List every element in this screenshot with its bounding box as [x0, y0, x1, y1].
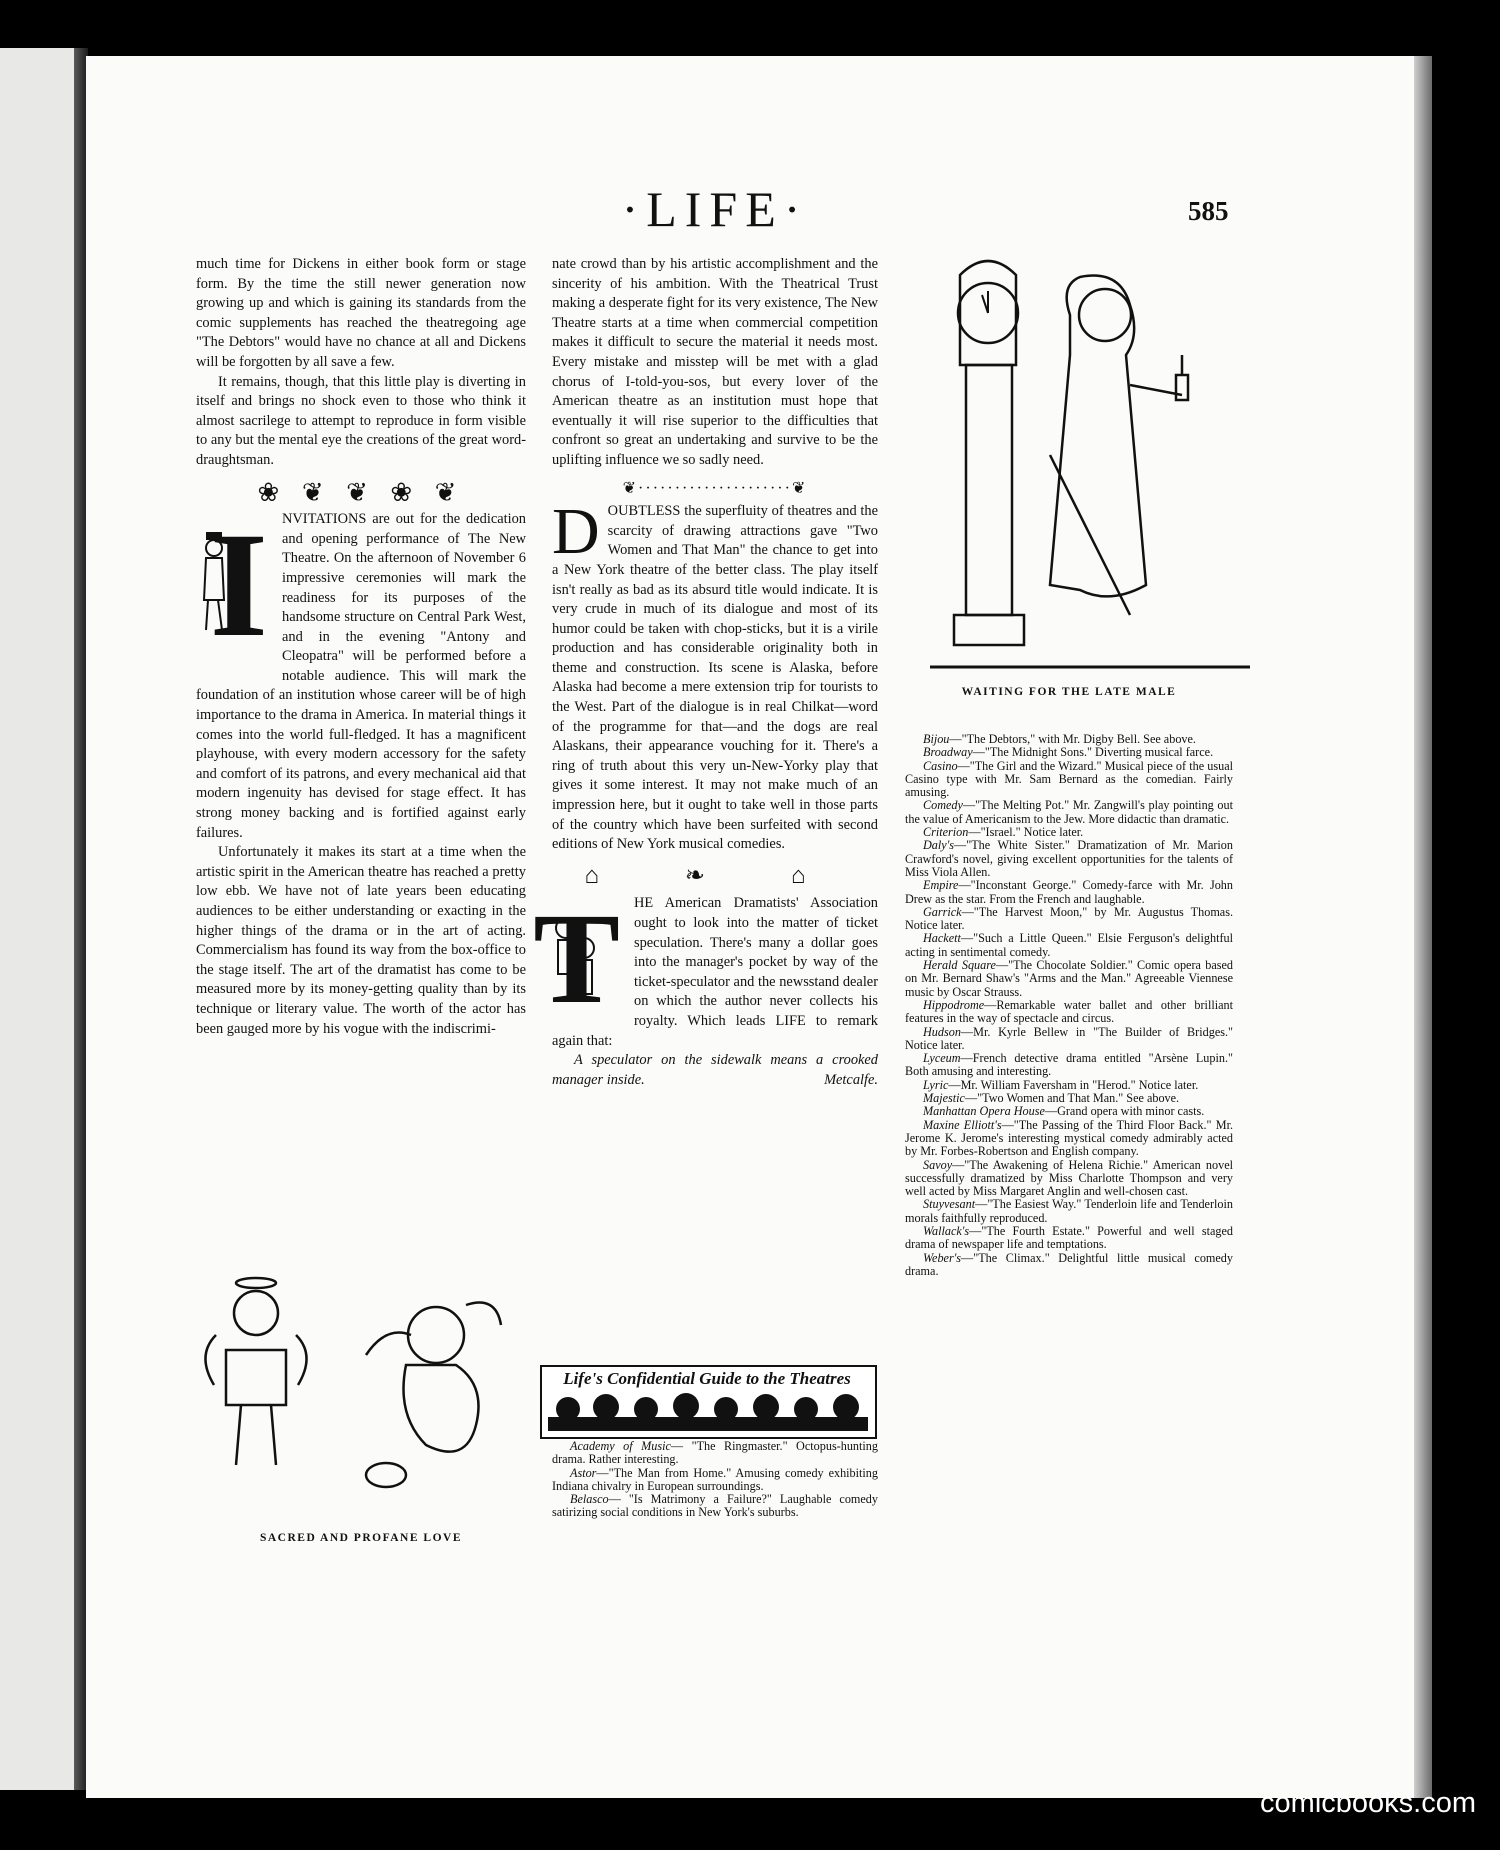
theatre-description: —"The White Sister." Dramatization of Mr. Marion Crawford's novel, giving excellent opportunities for the talents of Miss Viola Allen. — [905, 838, 1233, 879]
quote-text: A speculator on the sidewalk means a crooked manager inside. — [552, 1052, 878, 1088]
angels-caption: SACRED AND PROFANE LOVE — [259, 1532, 462, 1544]
theatre-name: Wallack's — [923, 1223, 970, 1238]
theatre-description: —"The Midnight Sons." Diverting musical farce. — [972, 745, 1214, 760]
quote — [552, 1051, 878, 1090]
guide-entry — [552, 1440, 878, 1467]
guide-entry — [905, 1225, 1233, 1252]
theatre-description: —"The Melting Pot." Mr. Zangwill's play pointing out the value of Americanism to the Jew. More didactic than dramatic. — [905, 798, 1233, 826]
guide-entry — [905, 839, 1233, 879]
theatre-description: —"Israel." Notice later. — [968, 825, 1084, 840]
dropcap-letter: I — [209, 502, 268, 669]
guide-list-col3 — [905, 733, 1233, 1278]
guide-entry — [905, 1026, 1233, 1053]
guide-entry — [905, 879, 1233, 906]
theatre-name: Lyric — [923, 1077, 949, 1092]
column-2 — [533, 255, 878, 1090]
ornament-divider: ⌂ ❧ ⌂ — [584, 862, 846, 889]
theatre-description: —"The Easiest Way." Tenderloin life and Tenderloin morals faithfully reproduced. — [905, 1197, 1233, 1225]
theatre-name: Broadway — [923, 745, 973, 760]
page-edge — [1414, 56, 1432, 1798]
theatre-name: Hippodrome — [923, 997, 985, 1012]
left-page-strip — [0, 48, 74, 1790]
theatre-name: Belasco — [570, 1492, 609, 1507]
guide-entry — [905, 1159, 1233, 1199]
guide-entry — [552, 1493, 878, 1520]
guide-list-col2 — [552, 1440, 878, 1520]
guide-banner — [540, 1365, 877, 1439]
guide-entry — [552, 1467, 878, 1494]
dropcap-letter: D — [552, 495, 600, 569]
guide-entry — [905, 1119, 1233, 1159]
guide-entry — [905, 1092, 1233, 1105]
paragraph: nate crowd than by his artistic accomplishment and the sincerity of his ambition. With the Theatrical Trust making a desperate fight for its very existence, The New Theatre starts at a time when commercial competition makes it difficult to secure the material it needs most. Every mistake and misstep will be met with a glad chorus of I-told-you-sos, but every lover of the American theatre as an institution must hope that eventually it will rise superior to the difficulties that confront so great an undertaking and survive to be the uplifting influence we so sadly need. — [552, 256, 878, 468]
theatre-description: — "The Ringmaster." Octopus-hunting drama. Rather interesting. — [552, 1439, 878, 1467]
guide-entry — [905, 733, 1233, 746]
theatre-description: —Mr. William Faversham in "Herod." Notice later. — [948, 1077, 1199, 1092]
theatre-description: —"The Girl and the Wizard." Musical piece of the usual Casino type with Mr. Sam Bernard as the comedian. Fairly amusing. — [905, 758, 1233, 800]
audience-silhouette-icon — [548, 1391, 868, 1431]
theatre-name: Comedy — [923, 798, 963, 813]
theatre-name: Hudson — [923, 1024, 961, 1039]
theatre-description: —"The Harvest Moon," by Mr. Augustus Thomas. Notice later. — [905, 904, 1233, 933]
invitations-text: NVITATIONS are out for the dedication and opening performance of The New Theatre. On the afternoon of November 6 impressive ceremonies will mark the readiness for its purposes of the handsome structure on Central Park West, and in the evening "Antony and Cleopatra" will be performed before a notable audience. This will mark the foundation of an institution whose career will be of high importance to the drama in America. In material things it comes into the world full-fledged. It has a magnificent playhouse, with every modern accessory for the safety and comfort of its patrons, and every mechanical aid that modern ingenuity has devised for stage effect. It has strong money backing and is fortified against early failures. — [196, 511, 526, 841]
theatre-description: —"Two Women and That Man." See above. — [964, 1091, 1180, 1106]
theatre-name: Criterion — [923, 825, 969, 840]
doubtless-paragraph — [552, 495, 878, 855]
masthead: ·LIFE· — [621, 181, 809, 237]
clock-illustration — [930, 255, 1250, 675]
theatre-description: —"Inconstant George." Comedy-farce with Mr. John Drew as the star. From the French and laughable. — [905, 878, 1233, 906]
theatre-name: Lyceum — [923, 1051, 961, 1066]
guide-entry — [905, 906, 1233, 933]
theatre-name: Empire — [923, 878, 959, 893]
page-number: 585 — [1188, 196, 1229, 226]
theatre-description: —"The Awakening of Helena Richie." American novel successfully dramatized by Miss Charlotte Thompson and very well acted by Miss Margaret Anglin and well-chosen cast. — [905, 1157, 1233, 1199]
theatre-name: Weber's — [923, 1250, 962, 1265]
theatre-name: Bijou — [923, 732, 950, 746]
guide-entry — [905, 999, 1233, 1026]
theatre-description: —"The Fourth Estate." Powerful and well staged drama of newspaper life and temptations. — [905, 1223, 1233, 1252]
guide-entry — [905, 799, 1233, 826]
theatre-description: —French detective drama entitled "Arsène Lupin." Both amusing and interesting. — [905, 1051, 1233, 1079]
theatre-description: — "Is Matrimony a Failure?" Laughable comedy satirizing social conditions in New York's suburbs. — [552, 1492, 878, 1520]
ornament-line: ❦·····················❦ — [622, 479, 808, 497]
theatre-description: —"The Debtors," with Mr. Digby Bell. See above. — [949, 732, 1196, 746]
theatre-description: —"The Climax." Delightful little musical comedy drama. — [905, 1250, 1233, 1278]
guide-entry — [905, 1252, 1233, 1279]
clock-caption: WAITING FOR THE LATE MALE — [961, 686, 1177, 698]
quote-signature: Metcalfe. — [824, 1071, 878, 1088]
guide-entry — [905, 959, 1233, 999]
guide-entry — [905, 1198, 1233, 1225]
theatre-name: Majestic — [923, 1091, 965, 1106]
paragraph: Unfortunately it makes its start at a time when the artistic spirit in the American theatre has reached a pretty low ebb. We have not of late years been educating audiences to be either understanding or exacting in the higher things of the drama or in the art of acting. Commercialism has found its way from the box-office to the stage itself. The art of the dramatist has come to be measured more by its money-getting quality than by its technique or literary value. The worth of the actor has been gauged more by his vogue with the indiscrimi- — [196, 844, 526, 1037]
invitations-paragraph — [196, 502, 526, 843]
theatre-description: —"The Man from Home." Amusing comedy exhibiting Indiana chivalry in European surroundings. — [552, 1465, 878, 1493]
dramatists-paragraph — [533, 887, 878, 1051]
ornament-divider: ❀ ❦ ❦ ❀ ❦ — [257, 477, 465, 507]
column-1 — [196, 255, 526, 1039]
theatre-name: Casino — [923, 758, 958, 773]
theatre-name: Astor — [570, 1465, 597, 1480]
guide-entry — [905, 1079, 1233, 1092]
theatre-description: —"Such a Little Queen." Elsie Ferguson's delightful acting in sentimental comedy. — [905, 931, 1233, 959]
theatre-name: Savoy — [923, 1157, 953, 1172]
theatre-description: —Mr. Kyrle Bellew in "The Builder of Bridges." Notice later. — [905, 1024, 1233, 1052]
watermark: comicbooks.com — [1260, 1787, 1476, 1819]
paragraph: much time for Dickens in either book form or stage form. By the time the still newer generation now growing up and which is gaining its standards from the comic supplements has reached the theatregoing age "The Debtors" would have no chance at all and Dickens will be forgotten by all save a few. — [196, 256, 526, 370]
theatre-name: Academy of Music — [570, 1439, 671, 1453]
theatre-description: —"The Passing of the Third Floor Back." Mr. Jerome K. Jerome's interesting mystical comedy admirably acted by Mr. Forbes-Robertson and English company. — [905, 1117, 1233, 1159]
guide-entry — [905, 760, 1233, 800]
theatre-name: Maxine Elliott's — [923, 1117, 1002, 1132]
theatre-name: Daly's — [923, 838, 955, 853]
theatre-name: Herald Square — [923, 958, 996, 973]
guide-title: Life's Confidential Guide to the Theatres — [563, 1369, 851, 1388]
guide-entry — [905, 932, 1233, 959]
dropcap-letter: T — [533, 887, 620, 1032]
guide-entry — [905, 1052, 1233, 1079]
illustrated-dropcap — [196, 502, 274, 669]
guide-entry — [905, 1105, 1233, 1118]
theatre-name: Hackett — [923, 931, 961, 946]
theatre-description: —Remarkable water ballet and other brilliant features in the way of spectacle and circus. — [905, 997, 1233, 1026]
theatre-description: —Grand opera with minor casts. — [1044, 1104, 1205, 1119]
theatre-name: Manhattan Opera House — [923, 1104, 1045, 1119]
theatre-description: —"The Chocolate Soldier." Comic opera based on Mr. Bernard Shaw's "Arms and the Man." Agreeable Viennese music by Oscar Strauss. — [905, 958, 1233, 999]
theatre-name: Stuyvesant — [923, 1197, 976, 1212]
paragraph: It remains, though, that this little play is diverting in itself and brings no shock even to those who think it almost sacrilege to attempt to reproduce in form visible to any but the mental eye the creations of the great word-draughtsman. — [196, 373, 526, 468]
illustrated-dropcap — [533, 887, 626, 1032]
dramatists-text: HE American Dramatists' Association ought to look into the matter of ticket speculation. There's many a dollar goes into the manager's pocket by way of the ticket-speculator and the newsstand dealer on which the author never collects his royalty. Which leads LIFE to remark again that: — [552, 895, 878, 1049]
guide-entry — [905, 826, 1233, 839]
theatre-name: Garrick — [923, 904, 962, 919]
guide-entry — [905, 746, 1233, 759]
doubtless-text: OUBTLESS the superfluity of theatres and the scarcity of drawing attractions gave "Two Women and That Man" the chance to get into a New York theatre of the better class. The play itself isn't really as bad as its absurd title would indicate. It is very crude in much of its dialogue and most of its humor could be taken with chop-sticks, but it is a virile production and has considerable originality both in theme and construction. Its scene is Alaska, before Alaska had become a mere extension trip for tourists to the West. Part of the dialogue is in real Chilkat—word of the programme for that—and the dogs are real Alaskans, their appearance vouching for it. There's a ring of truth about this very un-New-Yorky play that gives it some interest. It may not make much of an impression here, but it ought to take well in those parts of the country which have been surfeited with second editions of New York musical comedies. — [552, 503, 878, 853]
angels-illustration — [196, 1265, 526, 1495]
